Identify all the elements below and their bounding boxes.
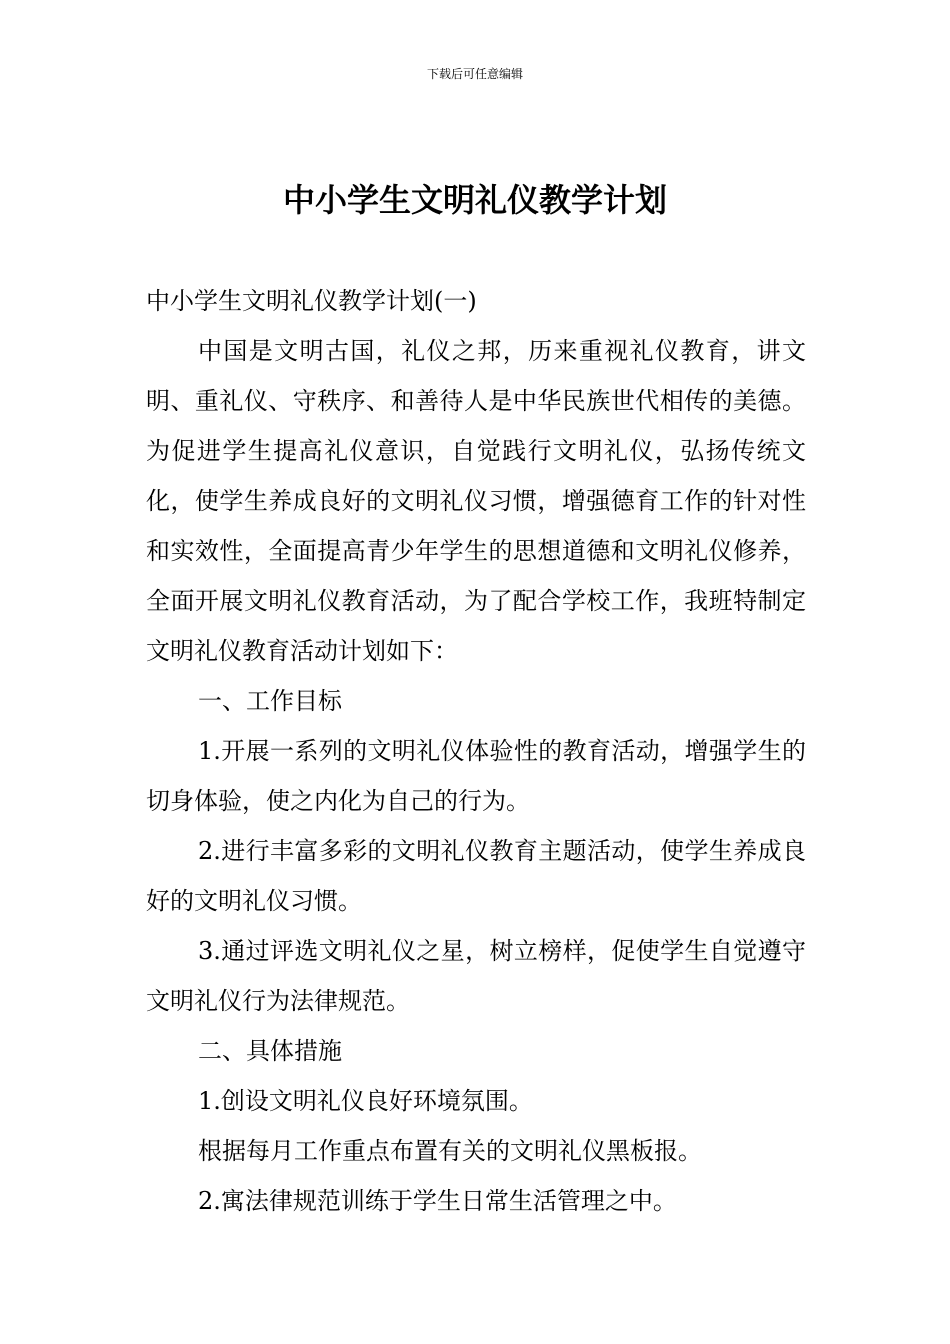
intro-paragraph: 中国是文明古国，礼仪之邦，历来重视礼仪教育，讲文明、重礼仪、守秩序、和善待人是中华民族世代相传的美德。为促进学生提高礼仪意识，自觉践行文明礼仪，弘扬传统文化，使学生养成良好的文明礼仪习惯，增强德育工作的针对性和实效性，全面提高青少年学生的思想道德和文明礼仪修养，全面开展文明礼仪教育活动，为了配合学校工作，我班特制定文明礼仪教育活动计划如下： <box>146 337 806 665</box>
document-title: 中小学生文明礼仪教学计划 <box>282 181 667 219</box>
header-note: 下载后可任意编辑 <box>426 67 523 81</box>
goal-item-1: 1.开展一系列的文明礼仪体验性的教育活动，增强学生的切身体验，使之内化为自己的行为。 <box>146 737 806 815</box>
section-heading-goals: 一、工作目标 <box>198 687 342 715</box>
measure-item-2: 2.寓法律规范训练于学生日常生活管理之中。 <box>198 1187 677 1215</box>
document-body <box>146 276 806 1226</box>
measure-item-1-detail: 根据每月工作重点布置有关的文明礼仪黑板报。 <box>198 1137 702 1165</box>
measure-item-1: 1.创设文明礼仪良好环境氛围。 <box>198 1087 533 1115</box>
section-heading-measures: 二、具体措施 <box>198 1037 342 1065</box>
section-subtitle: 中小学生文明礼仪教学计划(一) <box>146 287 477 315</box>
goal-item-3: 3.通过评选文明礼仪之星，树立榜样，促使学生自觉遵守文明礼仪行为法律规范。 <box>146 937 806 1015</box>
goal-item-2: 2.进行丰富多彩的文明礼仪教育主题活动，使学生养成良好的文明礼仪习惯。 <box>146 837 806 915</box>
